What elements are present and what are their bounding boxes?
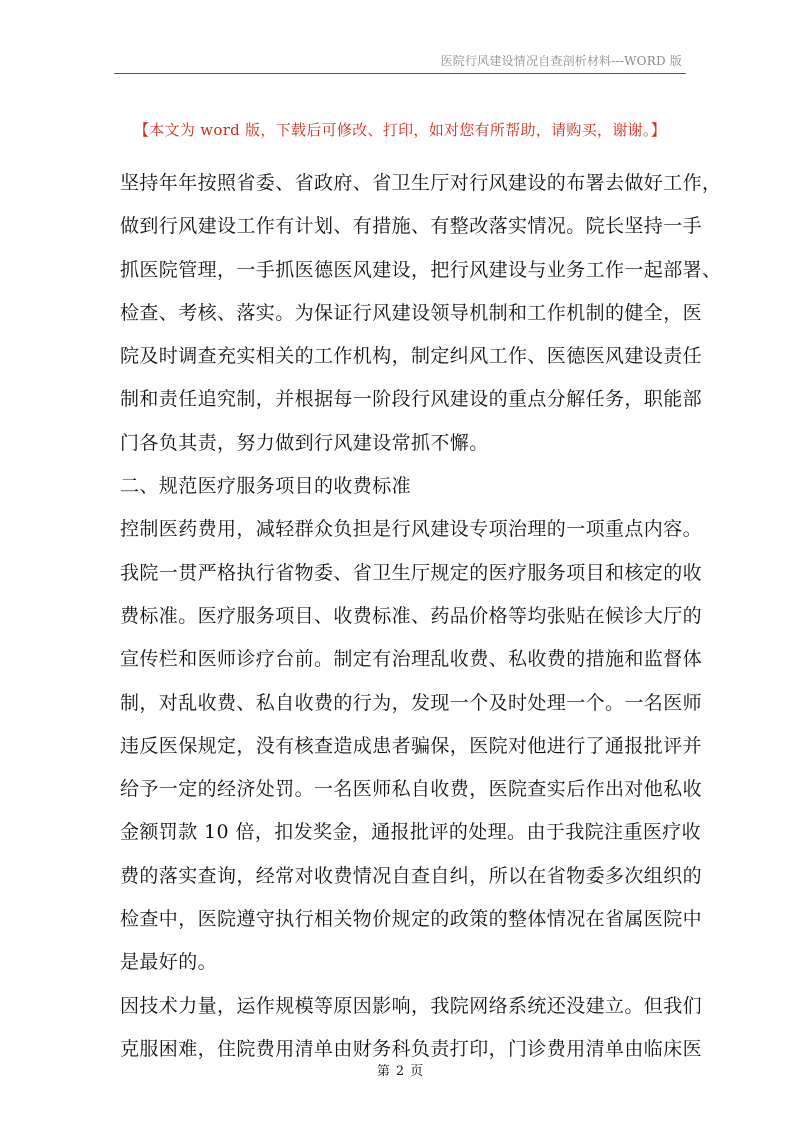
paragraph-line: 克服困难，住院费用清单由财务科负责打印，门诊费用清单由临床医 (120, 1037, 703, 1060)
paragraph-line: 检查中，医院遵守执行相关物价规定的政策的整体情况在省属医院中 (120, 908, 703, 931)
paragraph-line: 费标准。医疗服务项目、收费标准、药品价格等均张贴在候诊大厅的 (120, 604, 703, 627)
paragraph-line: 二、规范医疗服务项目的收费标准 (120, 475, 412, 498)
body-text (120, 162, 722, 1071)
paragraph-line: 门各负其责，努力做到行风建设常抓不懈。 (120, 431, 489, 454)
download-notice: 【本文为 word 版，下载后可修改、打印，如对您有所帮助，请购买，谢谢。】 (133, 121, 667, 139)
footer-suffix: 页 (410, 1064, 424, 1079)
paragraph-line: 做到行风建设工作有计划、有措施、有整改落实情况。院长坚持一手 (120, 215, 703, 238)
header-divider (114, 73, 686, 74)
paragraph-line: 控制医药费用，减轻群众负担是行风建设专项治理的一项重点内容。 (120, 518, 703, 541)
paragraph-line: 是最好的。 (120, 951, 218, 974)
footer-prefix: 第 (376, 1064, 390, 1079)
paragraph-line: 宣传栏和医师诊疗台前。制定有治理乱收费、私收费的措施和监督体 (120, 648, 703, 671)
paragraph-line: 费的落实查询，经常对收费情况自查自纠，所以在省物委多次组织的 (120, 864, 703, 887)
paragraph-line: 抓医院管理，一手抓医德医风建设，把行风建设与业务工作一起部署、 (120, 258, 722, 281)
paragraph-line: 坚持年年按照省委、省政府、省卫生厅对行风建设的布署去做好工作， (120, 172, 722, 194)
paragraph-line: 违反医保规定，没有核查造成患者骗保，医院对他进行了通报批评并 (120, 734, 703, 757)
paragraph-line: 院及时调查充实相关的工作机构，制定纠风工作、医德医风建设责任 (120, 345, 703, 368)
paragraph-line: 制，对乱收费、私自收费的行为，发现一个及时处理一个。一名医师 (120, 691, 703, 714)
page-footer (0, 1060, 800, 1079)
paragraph-line: 我院一贯严格执行省物委、省卫生厅规定的医疗服务项目和核定的收 (120, 561, 703, 584)
page-number: 2 (395, 1064, 405, 1079)
paragraph-line: 制和责任追究制，并根据每一阶段行风建设的重点分解任务，职能部 (120, 388, 703, 411)
paragraph-line: 给予一定的经济处罚。一名医师私自收费，医院查实后作出对他私收 (120, 778, 703, 801)
paragraph-line: 因技术力量，运作规模等原因影响，我院网络系统还没建立。但我们 (120, 994, 703, 1017)
paragraph-line: 检查、考核、落实。为保证行风建设领导机制和工作机制的健全，医 (120, 301, 703, 324)
running-header: 医院行风建设情况自查剖析材料---WORD 版 (440, 54, 682, 68)
paragraph-line: 金额罚款 10 倍，扣发奖金，通报批评的处理。由于我院注重医疗收 (120, 821, 702, 844)
